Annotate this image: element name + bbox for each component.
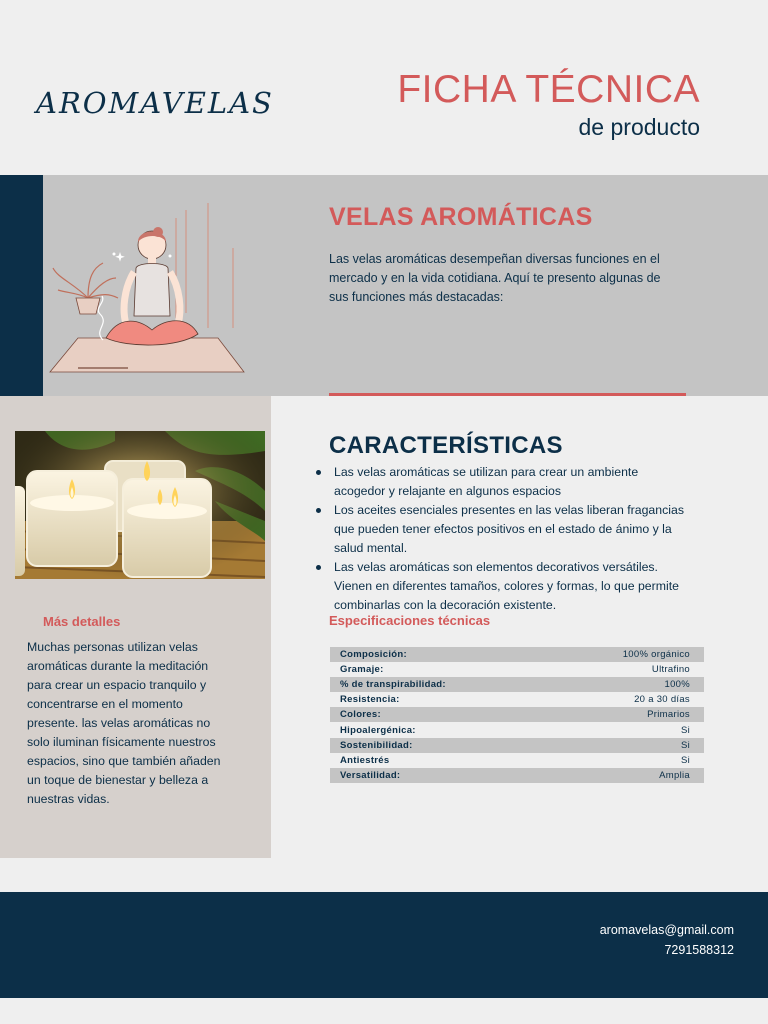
spec-label: Hipoalergénica: (340, 724, 416, 736)
specs-table (330, 647, 704, 783)
spec-value: 100% (550, 677, 704, 692)
section-intro-text: Las velas aromáticas desempeñan diversas funciones en el mercado y en la vida cotidiana. Aquí te presento algunas de sus funciones más destacadas: (329, 252, 661, 304)
accent-strip (0, 175, 43, 396)
spec-label: Versatilidad: (330, 768, 550, 783)
list-item: Las velas aromáticas se utilizan para crear un ambiente acogedor y relajante en algunos espacios (316, 463, 686, 501)
spec-label: Composición: (330, 647, 550, 662)
spec-label: Gramaje: (340, 664, 384, 676)
table-row (330, 753, 704, 768)
candles-photo (15, 431, 265, 579)
spec-label: Sostenibilidad: (330, 738, 550, 753)
list-item: Los aceites esenciales presentes en las velas liberan fragancias que pueden tener efectos positivos en el estado de ánimo y la salud mental. (316, 501, 686, 558)
list-item: Las velas aromáticas son elementos decorativos versátiles. Vienen en diferentes tamaños, colores y formas, lo que permite combinarlas con la decoración existente. (316, 558, 686, 615)
meditation-illustration (48, 198, 248, 378)
table-row (330, 738, 704, 753)
table-row (330, 662, 704, 677)
table-row (330, 768, 704, 783)
specs-title: Especificaciones técnicas (329, 613, 491, 628)
section-title: VELAS AROMÁTICAS (329, 203, 593, 231)
spec-value: Ultrafino (651, 664, 690, 676)
table-row (330, 722, 704, 737)
page-subtitle: de producto (578, 114, 700, 140)
spec-label: Colores: (330, 707, 550, 722)
spec-value: Si (680, 754, 690, 766)
footer (0, 892, 768, 998)
contact-phone[interactable]: 7291588312 (664, 943, 734, 957)
table-row (330, 677, 704, 692)
contact-email[interactable]: aromavelas@gmail.com (599, 923, 734, 937)
page-title: FICHA TÉCNICA (397, 68, 700, 111)
spec-value: Si (550, 738, 704, 753)
spec-value: Amplia (550, 768, 704, 783)
details-text: Muchas personas utilizan velas aromáticas durante la meditación para crear un espacio tranquilo y concentrarse en el momento presente. las velas aromáticas no solo iluminan físicamente nuestros espacios, sino que también añaden un toque de bienestar y belleza a nuestras vidas. (27, 640, 221, 806)
details-title: Más detalles (43, 614, 121, 629)
spec-value: 20 a 30 días (634, 694, 690, 706)
table-row (330, 707, 704, 722)
spec-label: Antiestrés (340, 754, 390, 766)
spec-value: Primarios (550, 707, 704, 722)
characteristics-list (316, 463, 686, 615)
divider (329, 393, 686, 396)
spec-value: Si (680, 724, 690, 736)
brand-logo: AROMAVELAS (36, 86, 274, 120)
spec-label: Resistencia: (340, 694, 400, 706)
spec-value: 100% orgánico (550, 647, 704, 662)
table-row (330, 647, 704, 662)
spec-label: % de transpirabilidad: (330, 677, 550, 692)
characteristics-title: CARACTERÍSTICAS (329, 432, 563, 459)
table-row (330, 692, 704, 707)
